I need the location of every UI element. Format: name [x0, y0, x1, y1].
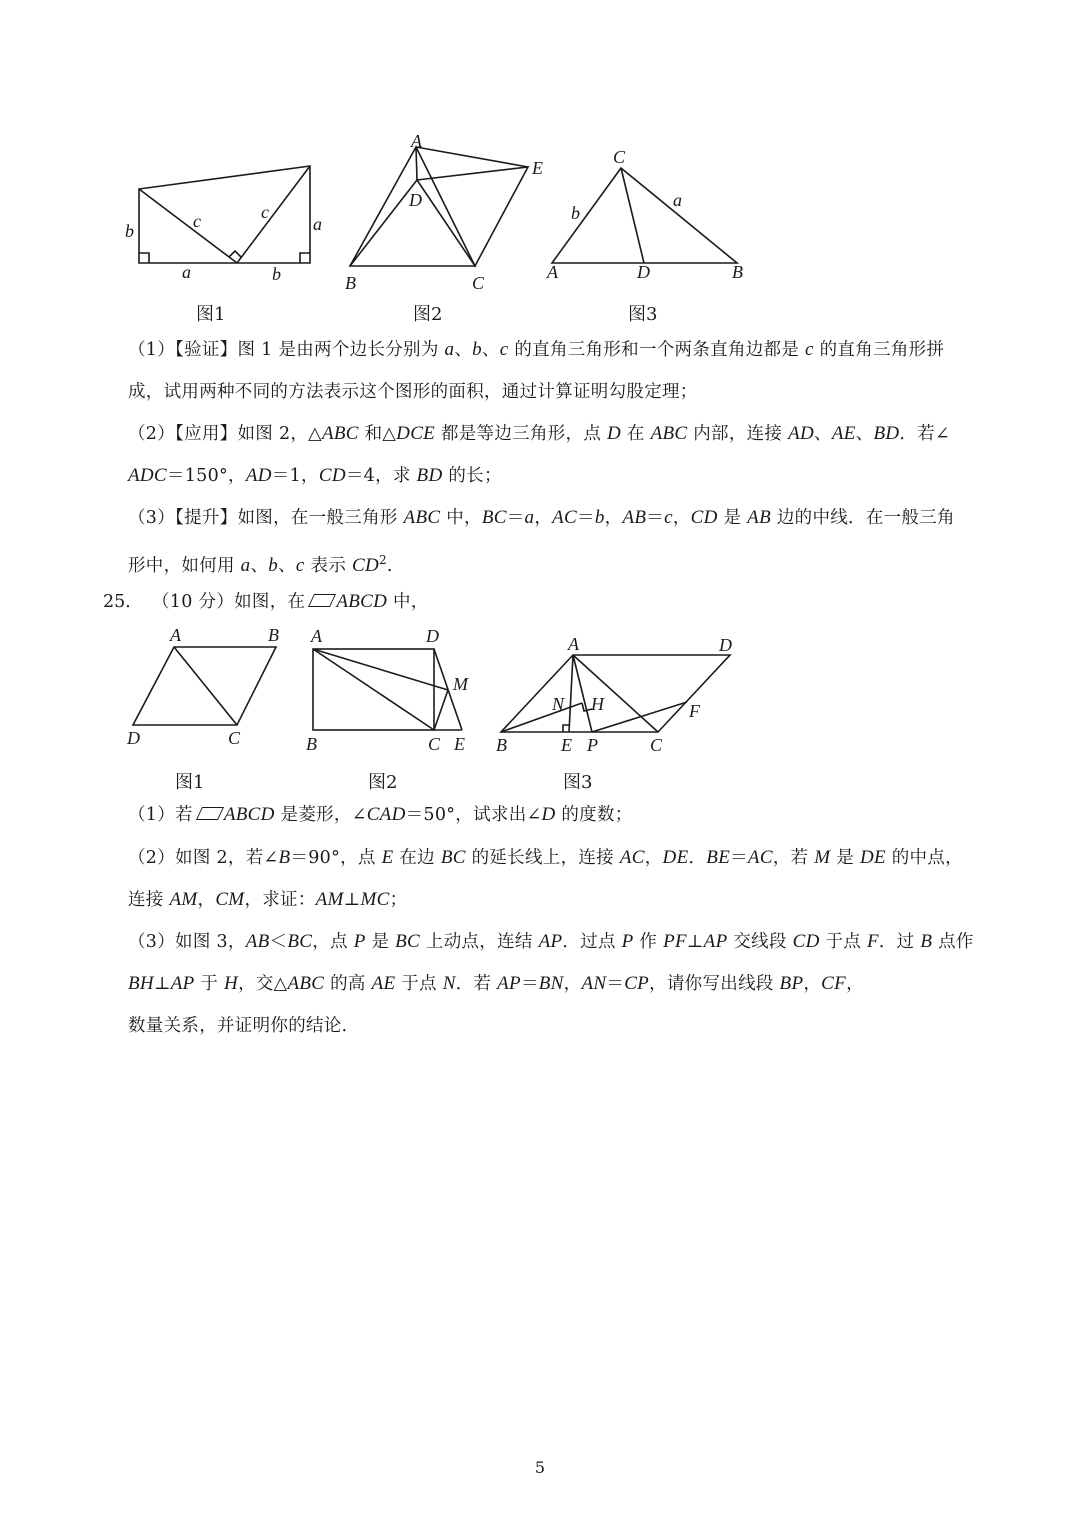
parallelogram-symbol: [196, 807, 224, 820]
figure-2-equilateral-triangles: [340, 130, 560, 295]
label-E: E: [561, 735, 572, 755]
label-a-bottom: a: [182, 262, 191, 282]
label-C: C: [613, 147, 626, 167]
q25-part3-line3: 数量关系，并证明你的结论．: [128, 1016, 360, 1036]
label-a-right: a: [313, 214, 322, 234]
caption-top-fig3: 图3: [628, 304, 658, 325]
label-F: F: [689, 701, 700, 721]
right-angle-mark-center: [229, 251, 241, 257]
label-b-left: b: [125, 221, 134, 241]
segment-ad: [416, 147, 417, 180]
label-b: b: [571, 203, 580, 223]
right-angle-mark-right: [300, 253, 310, 263]
label-D: D: [719, 635, 732, 655]
label-c-left: c: [193, 211, 201, 231]
q25-part2-line2: 连接 AM，CM，求证：AM⊥MC；: [128, 889, 408, 910]
q24-part1: [128, 329, 978, 413]
label-B: B: [345, 273, 356, 293]
caption-top-fig1: 图1: [196, 304, 226, 325]
hypotenuse-right: [237, 166, 310, 263]
q24-part2-line2: ADC＝150°，AD＝1，CD＝4，求 BD 的长；: [128, 465, 502, 486]
q24-part2-line1: （2）【应用】如图 2，△ABC 和△DCE 都是等边三角形，点 D 在 ABC 内部，连接 AD、AE、BD．若∠: [128, 423, 950, 444]
q24-part2: [128, 413, 978, 497]
label-D: D: [426, 626, 439, 646]
hypotenuse-left: [139, 189, 237, 263]
segment-cm: [434, 690, 448, 730]
q25-part3: [128, 921, 978, 1047]
label-C: C: [650, 735, 663, 755]
label-B: B: [732, 262, 743, 282]
trapezoid-outline: [139, 166, 310, 263]
q24-part1-line1: （1）【验证】图 1 是由两个边长分别为 a、b、c 的直角三角形和一个两条直角边都是 c 的直角三角形拼: [128, 339, 945, 360]
segment-bd: [350, 180, 417, 266]
right-angle-mark-left: [139, 253, 149, 263]
label-C: C: [472, 273, 485, 293]
q25-part1: （1）若 ABCD 是菱形，∠CAD＝50°，试求出∠D 的度数；: [128, 804, 633, 825]
label-H: H: [591, 694, 604, 714]
label-a: a: [673, 190, 682, 210]
label-D: D: [637, 262, 650, 282]
q25-part2: [128, 837, 978, 921]
caption-top-fig2: 图2: [413, 304, 443, 325]
segment-am: [313, 649, 448, 690]
q24-part1-line2: 成，试用两种不同的方法表示这个图形的面积，通过计算证明勾股定理；: [128, 382, 698, 402]
q25-figure-3-parallelogram: [490, 630, 750, 760]
caption-q25-fig3: 图3: [563, 772, 593, 793]
q25-intro: （10 分）如图，在 ABCD 中，: [152, 591, 429, 612]
q25-part2-line1: （2）如图 2，若∠B＝90°，点 E 在边 BC 的延长线上，连接 AC，DE．BE＝AC，若 M 是 DE 的中点，: [128, 847, 963, 868]
q24-part3: [128, 497, 978, 587]
q25-figure-1-rhombus: [120, 620, 295, 755]
q25-part3-line2: BH⊥AP 于 H，交△ABC 的高 AE 于点 N．若 AP＝BN，AN＝CP，请你写出线段 BP，CF，: [128, 973, 864, 994]
segment-ae: [416, 147, 528, 167]
label-B: B: [496, 735, 507, 755]
q25-part3-line1: （3）如图 3，AB＜BC，点 P 是 BC 上动点，连结 AP．过点 P 作 PF⊥AP 交线段 CD 于点 F．过 B 点作: [128, 931, 974, 952]
label-b-bottom: b: [272, 264, 281, 284]
segment-ac: [313, 649, 434, 730]
diagonal-ac: [174, 647, 237, 725]
label-B: B: [306, 734, 317, 754]
label-A: A: [311, 626, 322, 646]
label-A: A: [411, 131, 422, 151]
label-M: M: [453, 674, 468, 694]
label-c-right: c: [261, 202, 269, 222]
caption-q25-fig1: 图1: [175, 772, 205, 793]
figure-3-median-triangle: [540, 145, 760, 285]
label-E: E: [532, 158, 543, 178]
label-E: E: [454, 734, 465, 754]
height-ae: [569, 655, 573, 732]
label-N: N: [552, 694, 565, 714]
figure-1-pythagoras-trapezoid: [120, 160, 340, 284]
label-C: C: [228, 728, 241, 748]
q24-part3-line1: （3）【提升】如图，在一般三角形 ABC 中，BC＝a，AC＝b，AB＝c，CD 是 AB 边的中线．在一般三角: [128, 507, 955, 528]
q25-number: 25．: [103, 592, 143, 612]
label-C: C: [428, 734, 441, 754]
q25-figure-2-rectangle: [300, 620, 490, 760]
segment-ap: [573, 655, 592, 732]
q24-part3-line2: 形中，如何用 a、b、c 表示 $CD^2$.: [128, 553, 393, 576]
parallelogram-symbol: [308, 594, 336, 607]
page-number: 5: [534, 1458, 546, 1477]
label-B: B: [268, 625, 279, 645]
diagonal-ac: [573, 655, 658, 732]
label-D: D: [127, 728, 140, 748]
label-A: A: [547, 262, 558, 282]
label-A: A: [170, 625, 181, 645]
caption-q25-fig2: 图2: [368, 772, 398, 793]
label-A: A: [568, 634, 579, 654]
label-P: P: [587, 735, 598, 755]
label-D: D: [409, 190, 422, 210]
median-cd: [621, 168, 644, 263]
